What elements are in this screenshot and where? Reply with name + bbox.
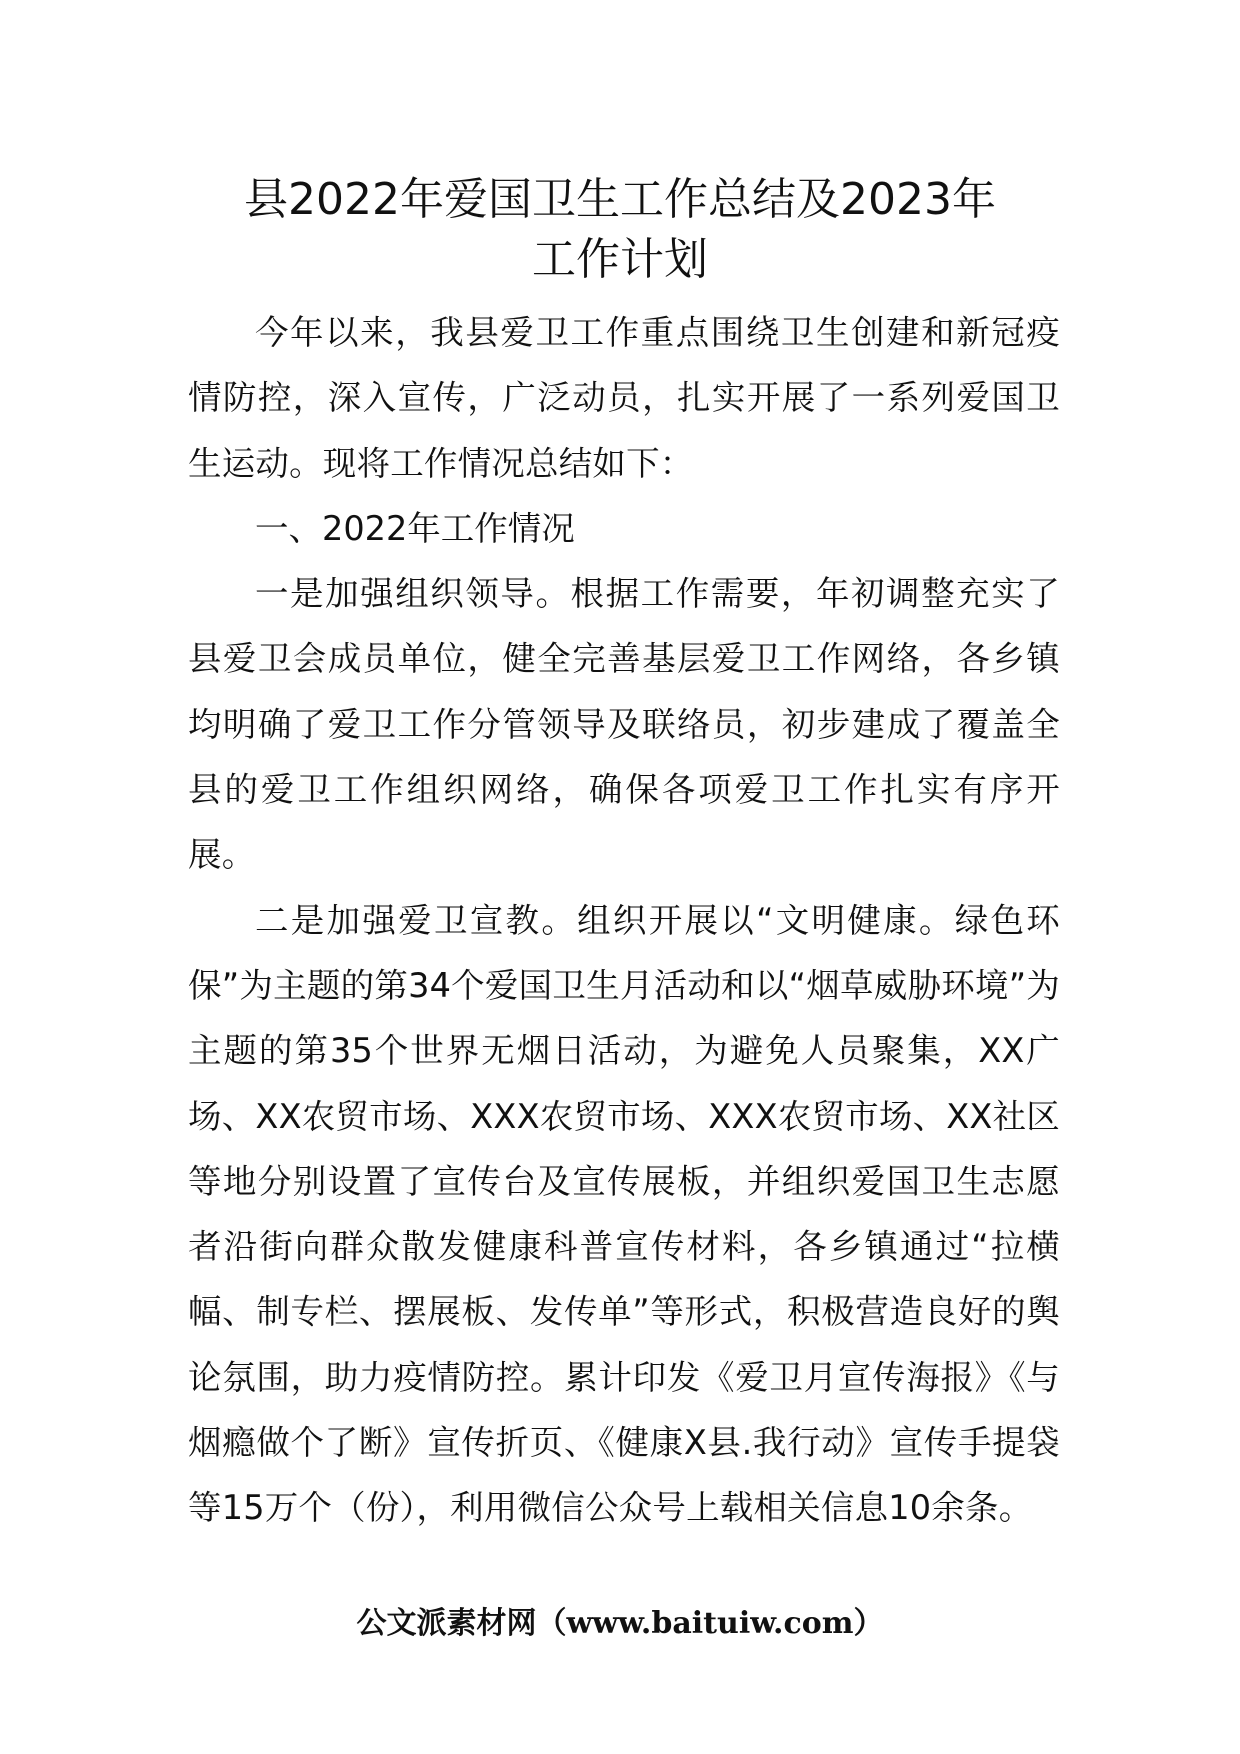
footer-watermark-text: 公文派素材网（www.baituiw.com）: [356, 1606, 884, 1641]
document-title-line-2: 工作计划: [532, 234, 708, 285]
intro-paragraph: 今年以来，我县爱卫工作重点围绕卫生创建和新冠疫情防控，深入宣传，广泛动员，扎实开展了一系列爱国卫生运动。现将工作情况总结如下：: [188, 313, 1060, 483]
document-title-line-1: 县2022年爱国卫生工作总结及2023年: [244, 174, 996, 225]
section-heading-2022: 一、2022年工作情况: [255, 508, 575, 548]
paragraph-education: 二是加强爱卫宣教。组织开展以“文明健康。绿色环保”为主题的第34个爱国卫生月活动和以“烟草威胁环境”为主题的第35个世界无烟日活动，为避免人员聚集，XX广场、XX农贸市场、XXX农贸市场、XXX农贸市场、XX社区等地分别设置了宣传台及宣传展板，并组织爱国卫生志愿者沿街向群众散发健康科普宣传材料，各乡镇通过“拉横幅、制专栏、摆展板、发传单”等形式，积极营造良好的舆论氛围，助力疫情防控。累计印发《爱卫月宣传海报》《与烟瘾做个了断》宣传折页、《健康X县.我行动》宣传手提袋等15万个（份），利用微信公众号上载相关信息10余条。: [188, 900, 1060, 1528]
paragraph-organization: 一是加强组织领导。根据工作需要，年初调整充实了县爱卫会成员单位，健全完善基层爱卫工作网络，各乡镇均明确了爱卫工作分管领导及联络员，初步建成了覆盖全县的爱卫工作组织网络，确保各项爱卫工作扎实有序开展。: [188, 574, 1060, 875]
document-body: [188, 300, 1060, 1541]
